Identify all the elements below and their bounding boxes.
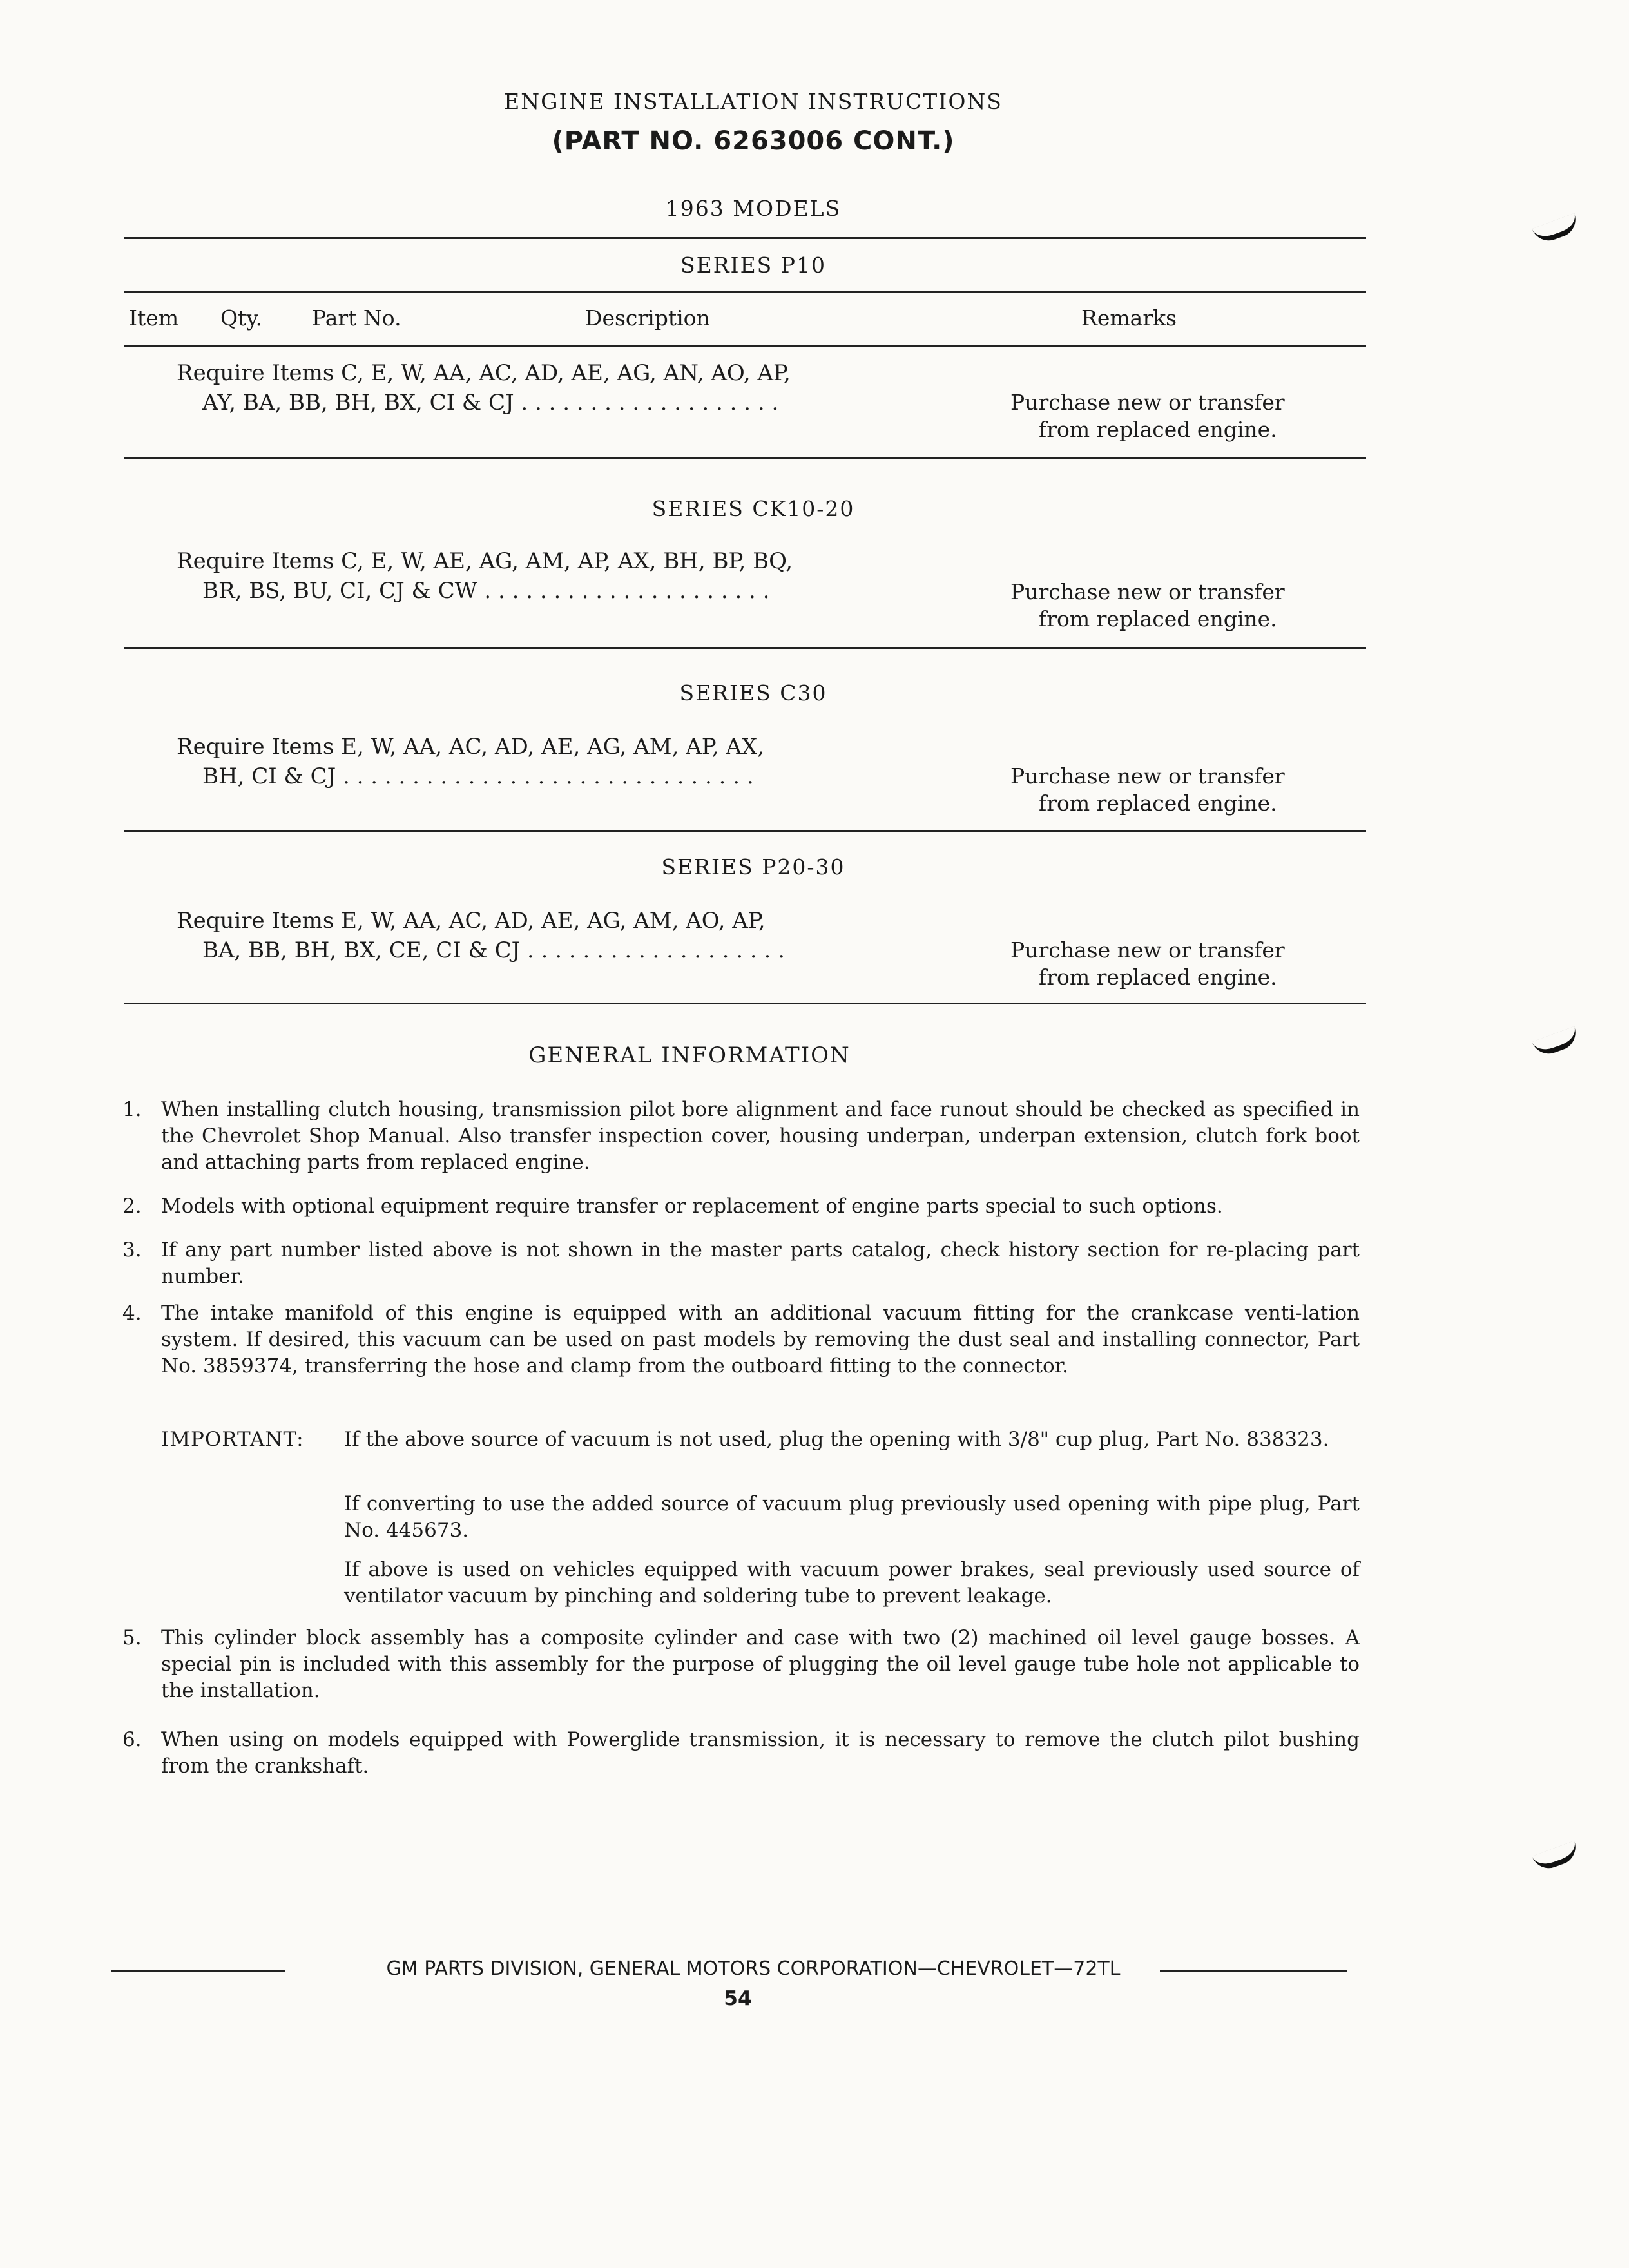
- column-header-item: Item: [129, 305, 179, 331]
- remark-line: Purchase new or transfer: [1010, 579, 1285, 604]
- note-item: [122, 1300, 1360, 1379]
- part-number-heading: (PART NO. 6263006 CONT.): [552, 126, 955, 156]
- note-number: 5.: [122, 1626, 142, 1649]
- series-p10-requirements: [177, 358, 791, 418]
- divider: [124, 237, 1366, 239]
- remark-line: from replaced engine.: [1039, 606, 1277, 631]
- important-note: If converting to use the added source of vacuum plug previously used opening with pipe plug, Part No. 445673.: [344, 1492, 1360, 1542]
- series-ck10-20-remarks: [1010, 579, 1320, 633]
- divider: [124, 457, 1366, 459]
- note-item: [122, 1625, 1360, 1704]
- note-number: 6.: [122, 1728, 142, 1751]
- divider: [124, 345, 1366, 347]
- divider: [124, 647, 1366, 649]
- column-header-description: Description: [585, 305, 710, 331]
- note-item: [122, 1727, 1360, 1780]
- remark-line: Purchase new or transfer: [1010, 937, 1285, 963]
- series-ck10-20-requirements: [177, 546, 793, 606]
- column-header-remarks: Remarks: [1081, 305, 1177, 331]
- note-text: The intake manifold of this engine is equipped with an additional vacuum fitting for the crankcase venti-lation system. If desired, this vacuum can be used on past models by removing the dust seal and installing connector, Part No. 3859374, transferring the hose and clamp from the outboard fitting to the connector.: [161, 1302, 1360, 1378]
- note-text: When using on models equipped with Powerglide transmission, it is necessary to remove the clutch pilot bushing from the crankshaft.: [161, 1728, 1360, 1778]
- divider: [124, 830, 1366, 832]
- requirements-line: BH, CI & CJ . . . . . . . . . . . . . . . . . . . . . . . . . . . . . .: [202, 764, 754, 789]
- note-number: 2.: [122, 1195, 142, 1218]
- general-information-heading: GENERAL INFORMATION: [528, 1043, 851, 1068]
- column-header-qty: Qty.: [220, 305, 263, 331]
- requirements-line: Require Items C, E, W, AE, AG, AM, AP, AX, BH, BP, BQ,: [177, 548, 793, 574]
- requirements-line: Require Items E, W, AA, AC, AD, AE, AG, AM, AO, AP,: [177, 908, 766, 934]
- series-p10-heading: SERIES P10: [680, 253, 826, 278]
- series-c30-remarks: [1010, 763, 1320, 817]
- models-heading: 1963 MODELS: [665, 196, 842, 221]
- note-item: [122, 1097, 1360, 1176]
- note-item: [122, 1237, 1360, 1290]
- note-text: This cylinder block assembly has a composite cylinder and case with two (2) machined oil level gauge bosses. A special pin is included with this assembly for the purpose of plugging the oil level gauge tube hole not applicable to the installation.: [161, 1626, 1360, 1702]
- requirements-line: BA, BB, BH, BX, CE, CI & CJ . . . . . . . . . . . . . . . . . . .: [202, 937, 785, 963]
- series-p10-remarks: [1010, 389, 1320, 443]
- important-note: If the above source of vacuum is not used, plug the opening with 3/8" cup plug, Part No. 838323.: [344, 1428, 1329, 1451]
- important-note: If above is used on vehicles equipped with vacuum power brakes, seal previously used source of ventilator vacuum by pinching and soldering tube to prevent leakage.: [344, 1558, 1360, 1608]
- series-p20-30-requirements: [177, 906, 785, 965]
- requirements-line: BR, BS, BU, CI, CJ & CW . . . . . . . . . . . . . . . . . . . . .: [202, 578, 770, 604]
- page-number: 54: [724, 1987, 752, 2010]
- binder-mark: [1532, 1841, 1580, 1873]
- binder-mark: [1532, 1026, 1580, 1059]
- divider: [124, 1003, 1366, 1004]
- important-label: IMPORTANT:: [161, 1428, 304, 1451]
- series-ck10-20-heading: SERIES CK10-20: [651, 496, 855, 521]
- series-p20-30-heading: SERIES P20-30: [661, 854, 845, 879]
- divider: [124, 291, 1366, 293]
- note-number: 4.: [122, 1302, 142, 1325]
- note-number: 1.: [122, 1098, 142, 1121]
- note-text: When installing clutch housing, transmission pilot bore alignment and face runout should be checked as specified in the Chevrolet Shop Manual. Also transfer inspection cover, housing underpan, underpan extension, clutch fork boot and attaching parts from replaced engine.: [161, 1098, 1360, 1174]
- remark-line: from replaced engine.: [1039, 791, 1277, 816]
- document-title: ENGINE INSTALLATION INSTRUCTIONS: [504, 89, 1003, 114]
- remark-line: Purchase new or transfer: [1010, 764, 1285, 789]
- note-number: 3.: [122, 1238, 142, 1262]
- requirements-line: Require Items E, W, AA, AC, AD, AE, AG, AM, AP, AX,: [177, 734, 764, 760]
- footer-text: GM PARTS DIVISION, GENERAL MOTORS CORPORATION—CHEVROLET—72TL: [386, 1957, 1121, 1980]
- note-text: Models with optional equipment require transfer or replacement of engine parts special to such options.: [161, 1195, 1223, 1218]
- note-text: If any part number listed above is not shown in the master parts catalog, check history section for re-placing part number.: [161, 1238, 1360, 1288]
- series-c30-heading: SERIES C30: [679, 680, 827, 706]
- series-c30-requirements: [177, 732, 764, 791]
- remark-line: from replaced engine.: [1039, 417, 1277, 442]
- requirements-line: AY, BA, BB, BH, BX, CI & CJ . . . . . . . . . . . . . . . . . . .: [202, 390, 779, 416]
- column-header-part-no: Part No.: [312, 305, 401, 331]
- remark-line: from replaced engine.: [1039, 965, 1277, 990]
- binder-mark: [1532, 213, 1580, 245]
- series-p20-30-remarks: [1010, 937, 1320, 991]
- footer-rule-right: [1160, 1970, 1347, 1972]
- requirements-line: Require Items C, E, W, AA, AC, AD, AE, AG, AN, AO, AP,: [177, 360, 791, 386]
- remark-line: Purchase new or transfer: [1010, 390, 1285, 415]
- note-item: [122, 1193, 1360, 1220]
